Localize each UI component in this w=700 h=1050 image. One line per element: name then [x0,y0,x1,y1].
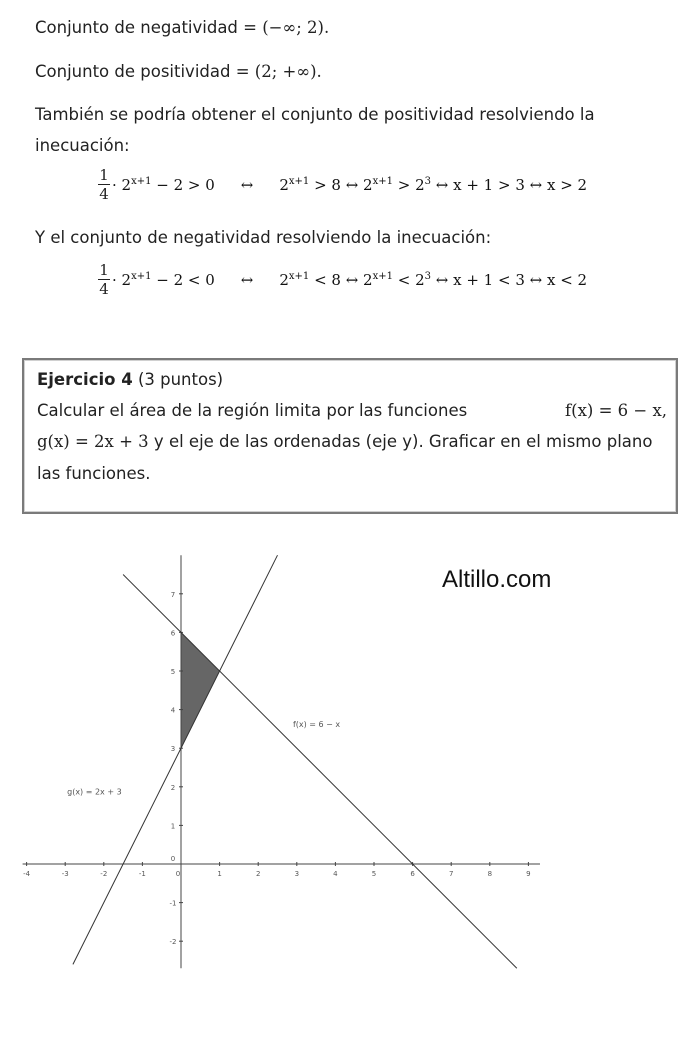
x-tick-label: 4 [333,870,338,878]
eq2-a-sup: x+1 [131,271,152,282]
negativity-label: Conjunto de negatividad = [35,18,263,37]
eq2-arrow: ↔ [240,271,254,289]
y-tick-label: 2 [170,783,176,792]
negativity-value: (−∞; 2). [262,18,330,37]
fraction-numerator: 1 [99,166,109,184]
x-tick-label: 3 [294,870,300,878]
x-tick-label: -3 [61,870,69,878]
x-tick-label: 7 [448,870,454,878]
eq2-e-sup: 3 [424,271,432,282]
exercise-f-definition: f(x) = 6 − x, [565,401,667,420]
inequality-negative: · $2^{x+1} - 2 < 0$ ↔ $2^{x+1} < 8$ ↔ $2^{x+1} < 2^3$ ↔ x + 1 < 3 ↔ x < 2 [112,271,588,289]
fraction-denominator-2: 4 [99,280,109,298]
shaded-area [181,632,220,748]
x-tick-label: -2 [100,870,108,878]
eq2-d-sup: x+1 [372,271,393,282]
x-tick-label: 2 [255,870,261,878]
eq1-d-sup: x+1 [372,176,393,187]
positivity-value: (2; +∞). [254,62,322,81]
watermark-text: Altillo.com [442,566,552,593]
eq2-c-sup: x+1 [288,271,310,282]
exercise-text-2: y el eje de las ordenadas (eje y). Graficar en el mismo plano [148,432,653,451]
inequality-positive: · $2^{x+1} - 2 > 0$ ↔ $2^{x+1} > 8$ ↔ $2^{x+1} > 2^3$ ↔ x + 1 > 3 ↔ x > 2 [112,176,588,194]
x-tick-label: 5 [371,870,377,878]
fraction-numerator-2: 1 [99,261,109,279]
eq2-b: − 2 < 0 [151,271,215,289]
eq1-b: − 2 > 0 [151,176,215,194]
x-tick-label: 6 [410,870,415,878]
eq2-f: ↔ x + 1 < 3 ↔ x < 2 [431,271,588,289]
y-tick-label: 4 [170,706,176,715]
y-tick-label: 3 [170,745,176,754]
fraction-denominator: 4 [99,185,109,203]
x-tick-label: 8 [487,870,493,878]
label-g: g(x) = 2x + 3 [67,787,122,797]
eq1-a-sup: x+1 [131,176,152,187]
exercise-line-3: las funciones. [37,464,151,483]
y-tick-label: -2 [169,938,177,947]
exercise-g-definition: g(x) = 2x + 3 [37,432,149,451]
x-tick-label: 1 [217,870,222,878]
also-line-2: inecuación: [35,136,130,155]
x-tick-label: -4 [23,870,31,878]
eq2-e: < 2 [392,271,425,289]
label-f: f(x) = 6 − x [292,719,341,729]
eq1-arrow: ↔ [240,176,254,194]
negativity-inequality-intro: Y el conjunto de negatividad resolviendo la inecuación: [35,228,492,247]
eq1-a: 2 [121,176,132,194]
eq2-a: 2 [121,271,132,289]
y-tick-label: 6 [170,629,176,638]
line-f [123,575,517,969]
exercise-text-1: Calcular el área de la región limita por las funciones [37,401,468,420]
exercise-title: Ejercicio 4 [37,370,133,389]
y-tick-label: 1 [170,822,176,831]
also-line-1: También se podría obtener el conjunto de positividad resolviendo la [35,105,595,124]
x-tick-label: 9 [526,870,531,878]
y-tick-label: 5 [170,668,176,676]
y-tick-label: 0 [170,855,176,863]
eq1-e-sup: 3 [424,176,432,187]
eq1-f: ↔ x + 1 > 3 ↔ x > 2 [431,176,588,194]
y-tick-label: 7 [170,590,176,599]
y-tick-label: -1 [169,899,177,908]
x-tick-label: -1 [138,870,146,878]
positivity-label: Conjunto de positividad = [35,62,255,81]
eq1-c-sup: x+1 [288,176,310,187]
eq2-d: < 8 ↔ 2 [309,271,373,289]
eq1-e: > 2 [392,176,425,194]
eq1-d: > 8 ↔ 2 [309,176,373,194]
eq1-c: 2 [279,176,289,194]
exercise-points: (3 puntos) [132,370,224,389]
eq2-c: 2 [279,271,289,289]
x-tick-label: 0 [175,870,181,878]
